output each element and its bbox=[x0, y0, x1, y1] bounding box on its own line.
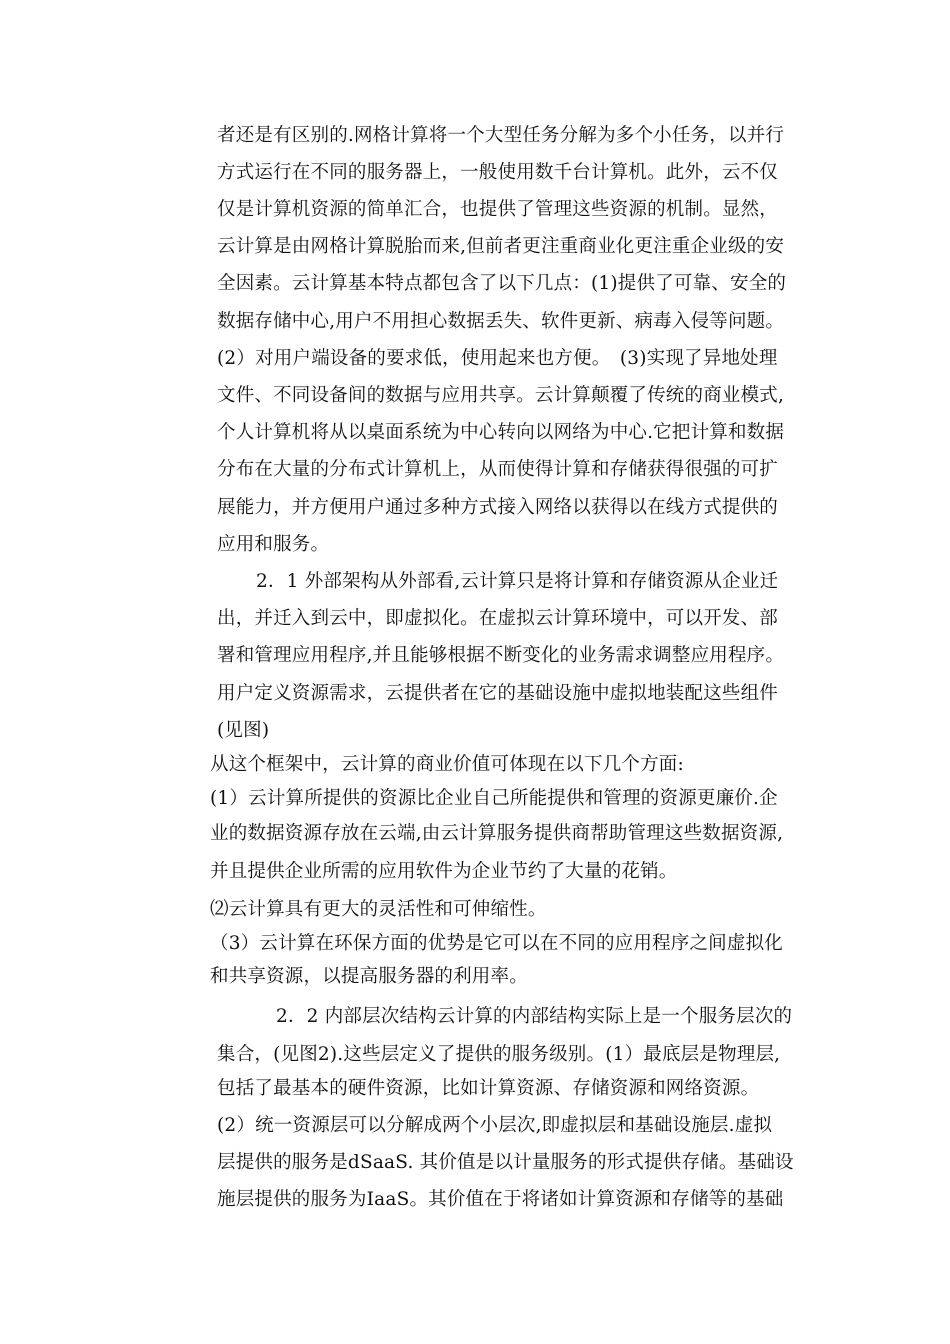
body-text-line: 施层提供的服务为IaaS。其价值在于将诸如计算资源和存储等的基础 bbox=[217, 1189, 784, 1210]
body-text-line: 应用和服务。 bbox=[217, 534, 330, 555]
body-text-line: 用户定义资源需求，云提供者在它的基础设施中虚拟地装配这些组件 bbox=[217, 683, 779, 704]
body-text-line: 从这个框架中，云计算的商业价值可体现在以下几个方面: bbox=[210, 754, 684, 775]
body-text-line: 仅是计算机资源的简单汇合，也提供了管理这些资源的机制。显然， bbox=[217, 199, 779, 220]
body-text-line: 展能力，并方便用户通过多种方式接入网络以获得以在线方式提供的 bbox=[217, 497, 779, 518]
body-text-line: 全因素。云计算基本特点都包含了以下几点：(1)提供了可靠、安全的 bbox=[217, 273, 787, 294]
body-text-line: 业的数据资源存放在云端,由云计算服务提供商帮助管理这些数据资源, bbox=[210, 823, 784, 844]
body-text-line: (见图) bbox=[217, 720, 270, 741]
body-text-line: (1）云计算所提供的资源比企业自己所能提供和管理的资源更廉价.企 bbox=[210, 788, 778, 809]
body-text-line: (2）对用户端设备的要求低，使用起来也方便。 (3)实现了异地处理 bbox=[217, 348, 778, 369]
body-text-line: 署和管理应用程序,并且能够根据不断变化的业务需求调整应用程序。 bbox=[217, 645, 785, 666]
body-text-line: 集合，(见图2).这些层定义了提供的服务级别。(1）最底层是物理层, bbox=[217, 1044, 781, 1065]
body-text-line: 分布在大量的分布式计算机上，从而使得计算和存储获得很强的可扩 bbox=[217, 459, 779, 480]
body-text-line: （3）云计算在环保方面的优势是它可以在不同的应用程序之间虚拟化 bbox=[210, 933, 783, 954]
body-text-line: 方式运行在不同的服务器上，一般使用数千台计算机。此外，云不仅 bbox=[217, 162, 779, 183]
body-text-line: 并且提供企业所需的应用软件为企业节约了大量的花销。 bbox=[210, 861, 678, 882]
body-text-line: 出，并迁入到云中，即虚拟化。在虚拟云计算环境中，可以开发、部 bbox=[217, 608, 779, 629]
section-heading-line: 2．2 内部层次结构云计算的内部结构实际上是一个服务层次的 bbox=[276, 1006, 793, 1027]
body-text-line: ⑵云计算具有更大的灵活性和可伸缩性。 bbox=[210, 899, 547, 920]
body-text-line: 者还是有区别的.网格计算将一个大型任务分解为多个小任务，以并行 bbox=[217, 125, 785, 146]
body-text-line: (2）统一资源层可以分解成两个小层次,即虚拟层和基础设施层.虚拟 bbox=[217, 1115, 773, 1136]
section-heading-line: 2．1 外部架构从外部看,云计算只是将计算和存储资源从企业迁 bbox=[256, 571, 779, 592]
body-text-line: 数据存储中心,用户不用担心数据丢失、软件更新、病毒入侵等问题。 bbox=[217, 311, 785, 332]
body-text-line: 层提供的服务是dSaaS. 其价值是以计量服务的形式提供存储。基础设 bbox=[217, 1152, 794, 1173]
body-text-line: 云计算是由网格计算脱胎而来,但前者更注重商业化更注重企业级的安 bbox=[217, 236, 785, 257]
body-text-line: 包括了最基本的硬件资源，比如计算资源、存储资源和网络资源。 bbox=[217, 1078, 760, 1099]
body-text-line: 个人计算机将从以桌面系统为中心转向以网络为中心.它把计算和数据 bbox=[217, 422, 785, 443]
body-text-line: 文件、不同设备间的数据与应用共享。云计算颠覆了传统的商业模式, bbox=[217, 385, 785, 406]
body-text-line: 和共享资源，以提高服务器的利用率。 bbox=[210, 966, 528, 987]
